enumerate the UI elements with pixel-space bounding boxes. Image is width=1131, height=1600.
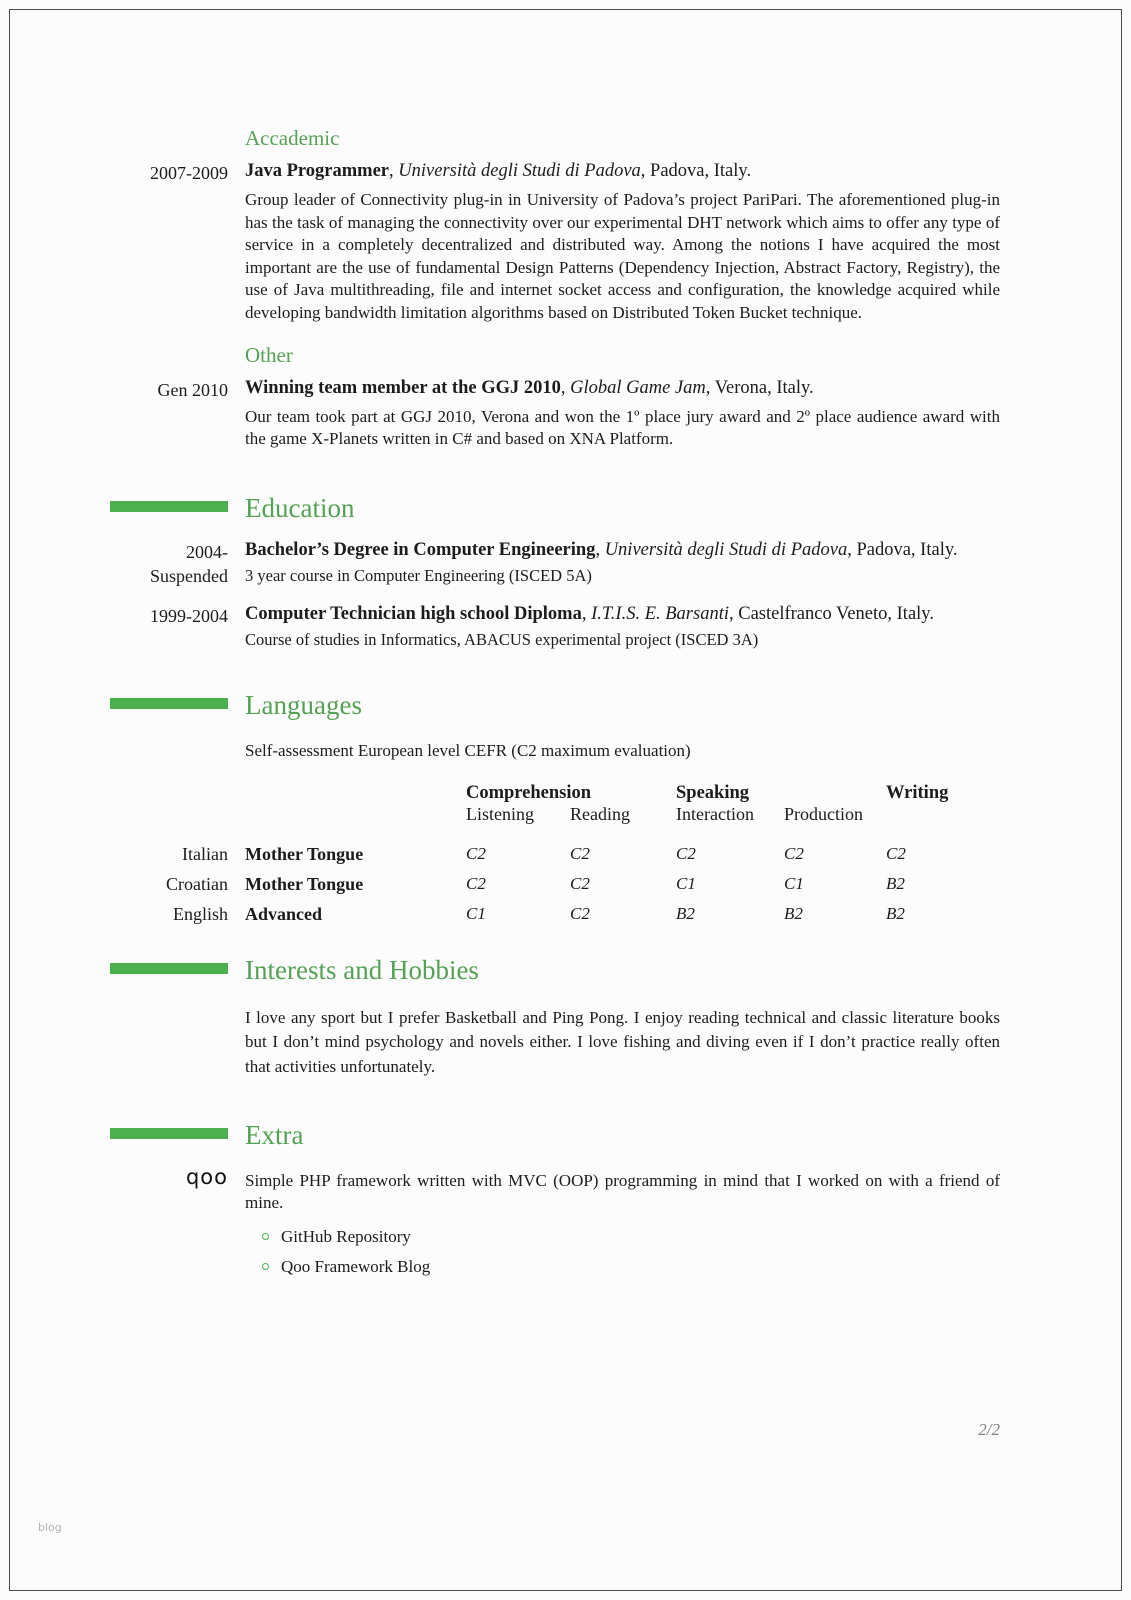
grade-listening: C1: [466, 903, 486, 923]
grade-writing: B2: [886, 873, 905, 893]
entry-date-line2: Suspended: [150, 566, 228, 587]
section-heading-languages: Languages: [245, 689, 362, 720]
link-github-repository-label[interactable]: GitHub Repository: [281, 1226, 411, 1246]
entry-ggj-2010: [0, 376, 1000, 467]
extra-description: Simple PHP framework written with MVC (OOP) programming in mind that I worked on with a friend of mine.: [245, 1170, 1000, 1213]
link-github-repository[interactable]: [262, 1227, 1000, 1247]
entry-title: Java Programmer: [245, 161, 390, 181]
table-row-italian: [0, 839, 1000, 869]
entry-institution: I.T.I.S. E. Barsanti: [591, 603, 729, 624]
interests-text: I love any sport but I prefer Basketball and Ping Pong. I enjoy reading technical and classic literature books but I don’t mind psychology and novels either. I love fishing and diving even if I don’t practice really often that activities unfortunately.: [245, 1007, 1000, 1077]
entry-institution: Global Game Jam: [570, 377, 706, 398]
section-bar: [110, 1128, 228, 1139]
separator: ,: [640, 161, 651, 181]
entry-location: Padova, Italy.: [650, 161, 752, 181]
entry-title-line: [245, 538, 1000, 563]
grade-production: C2: [784, 843, 804, 863]
entry-location: Castelfranco Veneto, Italy.: [738, 603, 934, 624]
section-languages: [0, 689, 1000, 929]
subsection-heading-accademic: Accademic: [245, 126, 340, 150]
language-name: English: [172, 903, 228, 924]
grade-writing: C2: [886, 843, 906, 863]
entry-java-programmer: [0, 159, 1000, 341]
separator: ,: [581, 603, 592, 624]
table-row-croatian: [0, 869, 1000, 899]
entry-date: 2007-2009: [150, 163, 228, 183]
watermark-blog: blog: [38, 1521, 62, 1534]
col-header-interaction: Interaction: [676, 803, 754, 824]
separator: ,: [560, 377, 571, 398]
section-bar: [110, 698, 228, 709]
section-bar: [110, 501, 228, 512]
grade-production: B2: [784, 903, 803, 923]
section-other: [0, 343, 1000, 467]
entry-location: Padova, Italy.: [856, 539, 958, 560]
entry-date: Gen 2010: [157, 379, 228, 400]
col-header-listening: Listening: [466, 803, 534, 824]
circle-bullet-icon: [262, 1233, 269, 1240]
language-name: Italian: [182, 843, 228, 864]
grade-interaction: C2: [676, 843, 696, 863]
grade-reading: C2: [570, 873, 590, 893]
entry-date-line1: 2004-: [186, 541, 228, 562]
language-level: Mother Tongue: [245, 873, 364, 894]
cv-content: [0, 126, 1000, 1289]
entry-date: [0, 538, 228, 600]
language-level: Mother Tongue: [245, 843, 364, 864]
group-header-writing: Writing: [886, 782, 949, 803]
entry-qoo: [0, 1165, 1000, 1287]
grade-reading: C2: [570, 903, 590, 923]
languages-table-header: [0, 783, 1000, 825]
entry-bachelor: [0, 538, 1000, 600]
table-row-english: [0, 899, 1000, 929]
section-bar: [110, 963, 228, 974]
extra-links: [245, 1227, 1000, 1277]
section-extra: [0, 1119, 1000, 1287]
subsection-heading-other: Other: [245, 342, 293, 367]
circle-bullet-icon: [262, 1263, 269, 1270]
entry-description: Our team took part at GGJ 2010, Verona and won the 1º place jury award and 2º place audience award with the game X-Planets written in C# and based on XNA Platform.: [245, 406, 1000, 449]
separator: ,: [847, 539, 857, 560]
grade-listening: C2: [466, 873, 486, 893]
section-heading-education: Education: [245, 492, 355, 523]
separator: ,: [389, 161, 399, 181]
grade-reading: C2: [570, 843, 590, 863]
section-education: [0, 492, 1000, 664]
entry-note: Course of studies in Informatics, ABACUS experimental project (ISCED 3A): [245, 629, 759, 649]
entry-title: Winning team member at the GGJ 2010: [245, 377, 561, 398]
grade-listening: C2: [466, 843, 486, 863]
col-header-reading: Reading: [570, 803, 630, 824]
entry-title: Bachelor’s Degree in Computer Engineering: [245, 539, 596, 560]
language-name: Croatian: [166, 873, 228, 894]
separator: ,: [595, 539, 605, 560]
separator: ,: [729, 603, 739, 624]
grade-interaction: B2: [676, 903, 695, 923]
languages-intro: Self-assessment European level CEFR (C2 maximum evaluation): [245, 740, 691, 760]
group-header-speaking: Speaking: [676, 782, 750, 803]
section-heading-extra: Extra: [245, 1119, 304, 1150]
language-level: Advanced: [245, 903, 323, 924]
entry-note: 3 year course in Computer Engineering (ISCED 5A): [245, 565, 592, 585]
page-number: 2/2: [978, 1420, 1000, 1439]
qoo-logo: qoo: [185, 1164, 228, 1189]
section-interests: [0, 954, 1000, 1094]
separator: ,: [705, 377, 715, 398]
entry-date: 1999-2004: [150, 605, 228, 626]
entry-institution: Università degli Studi di Padova: [604, 539, 848, 560]
entry-description: Group leader of Connectivity plug-in in University of Padova’s project PariPari. The aforementioned plug-in has the task of managing the connectivity over our experimental DHT network which aims to offer any type of service in a completely decentralized and distributed way. Among the notions I have acquired the most important are the use of fundamental Design Patterns (Dependency Injection, Abstract Factory, Registry), the use of Java multithreading, file and internet socket access and configuration, the knowledge acquired while developing bandwidth limitation algorithms based on Distributed Token Bucket technique.: [245, 189, 1000, 323]
link-qoo-framework-blog-label[interactable]: Qoo Framework Blog: [281, 1256, 431, 1276]
section-accademic: [0, 126, 1000, 341]
entry-location: Verona, Italy.: [714, 377, 814, 398]
section-heading-interests: Interests and Hobbies: [245, 954, 479, 985]
grade-writing: B2: [886, 903, 905, 923]
link-qoo-framework-blog[interactable]: [262, 1257, 1000, 1277]
entry-title-line: [245, 602, 1000, 627]
grade-interaction: C1: [676, 873, 696, 893]
col-header-production: Production: [784, 803, 863, 824]
entry-title-line: [245, 159, 1000, 184]
entry-title-line: [245, 376, 1000, 401]
entry-diploma: [0, 602, 1000, 664]
entry-title: Computer Technician high school Diploma: [245, 603, 582, 624]
group-header-comprehension: Comprehension: [466, 782, 592, 803]
grade-production: C1: [784, 873, 804, 893]
entry-institution: Università degli Studi di Padova: [398, 161, 641, 181]
